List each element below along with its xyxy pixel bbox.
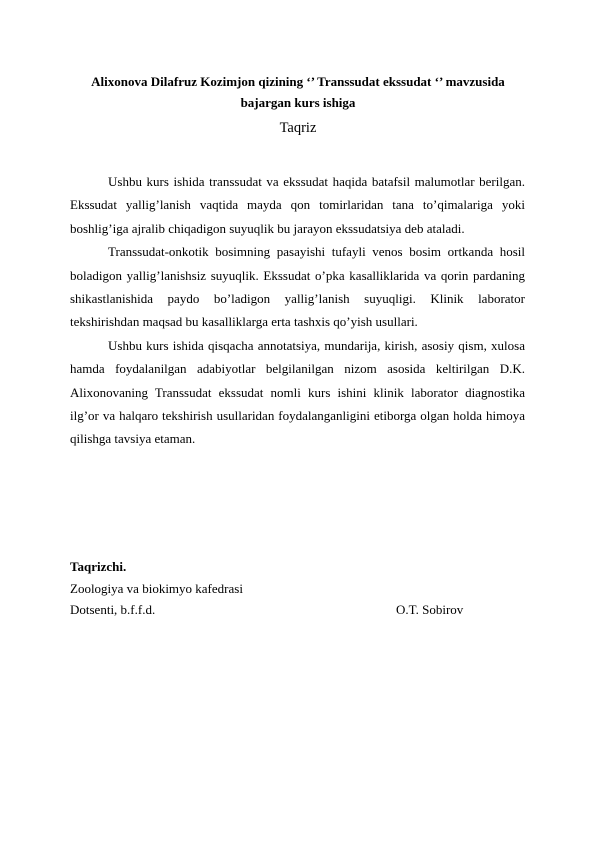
document-title-line-2: bajargan kurs ishiga (240, 95, 356, 110)
reviewer-position: Dotsenti, b.f.f.d. (70, 602, 156, 617)
document-title-line-1: Alixonova Dilafruz Kozimjon qizining ‘’ Transsudat ekssudat ‘’ mavzusida (91, 74, 505, 89)
review-paragraph-3: Ushbu kurs ishida qisqacha annotatsiya, mundarija, kirish, asosiy qism, xulosa hamda foydalanilgan adabiyotlar belgilanilgan nizom asosida keltirilgan D.K. Alixonovaning Transsudat ekssudat nomli kurs ishini klinik laborator diagnostika ilg’or va halqaro tekshirish usullaridan foydalanganligini etiborga olgan holda himoya qilishga tavsiya etaman. (70, 337, 525, 447)
reviewer-heading: Taqrizchi. (70, 559, 127, 574)
document-subtitle: Taqriz (279, 120, 317, 136)
review-paragraph-2: Transsudat-onkotik bosimning pasayishi tufayli venos bosim ortkanda hosil boladigon yallig’lanishsiz suyuqlik. Ekssudat o’pka kasalliklarida va qorin pardaning shikastlanishida paydo bo’ladigon yallig’lanish suyuqligi. Klinik laborator tekshirishdan maqsad bu kasalliklarga erta tashxis qo’yish usullari. (70, 244, 525, 330)
review-paragraph-1: Ushbu kurs ishida transsudat va ekssudat haqida batafsil malumotlar berilgan. Ekssudat yallig’lanish vaqtida mayda qon tomirlaridan tana to’qimalariga yoki boshlig’iga ajralib chiqadigon suyuqlik bu jarayon ekssudatsiya deb ataladi. (70, 174, 525, 236)
reviewer-name: O.T. Sobirov (396, 602, 464, 617)
reviewer-department: Zoologiya va biokimyo kafedrasi (70, 580, 243, 596)
review-body (70, 170, 525, 451)
reviewer-signature-block (70, 556, 525, 621)
reviewer-position-line (70, 599, 525, 621)
